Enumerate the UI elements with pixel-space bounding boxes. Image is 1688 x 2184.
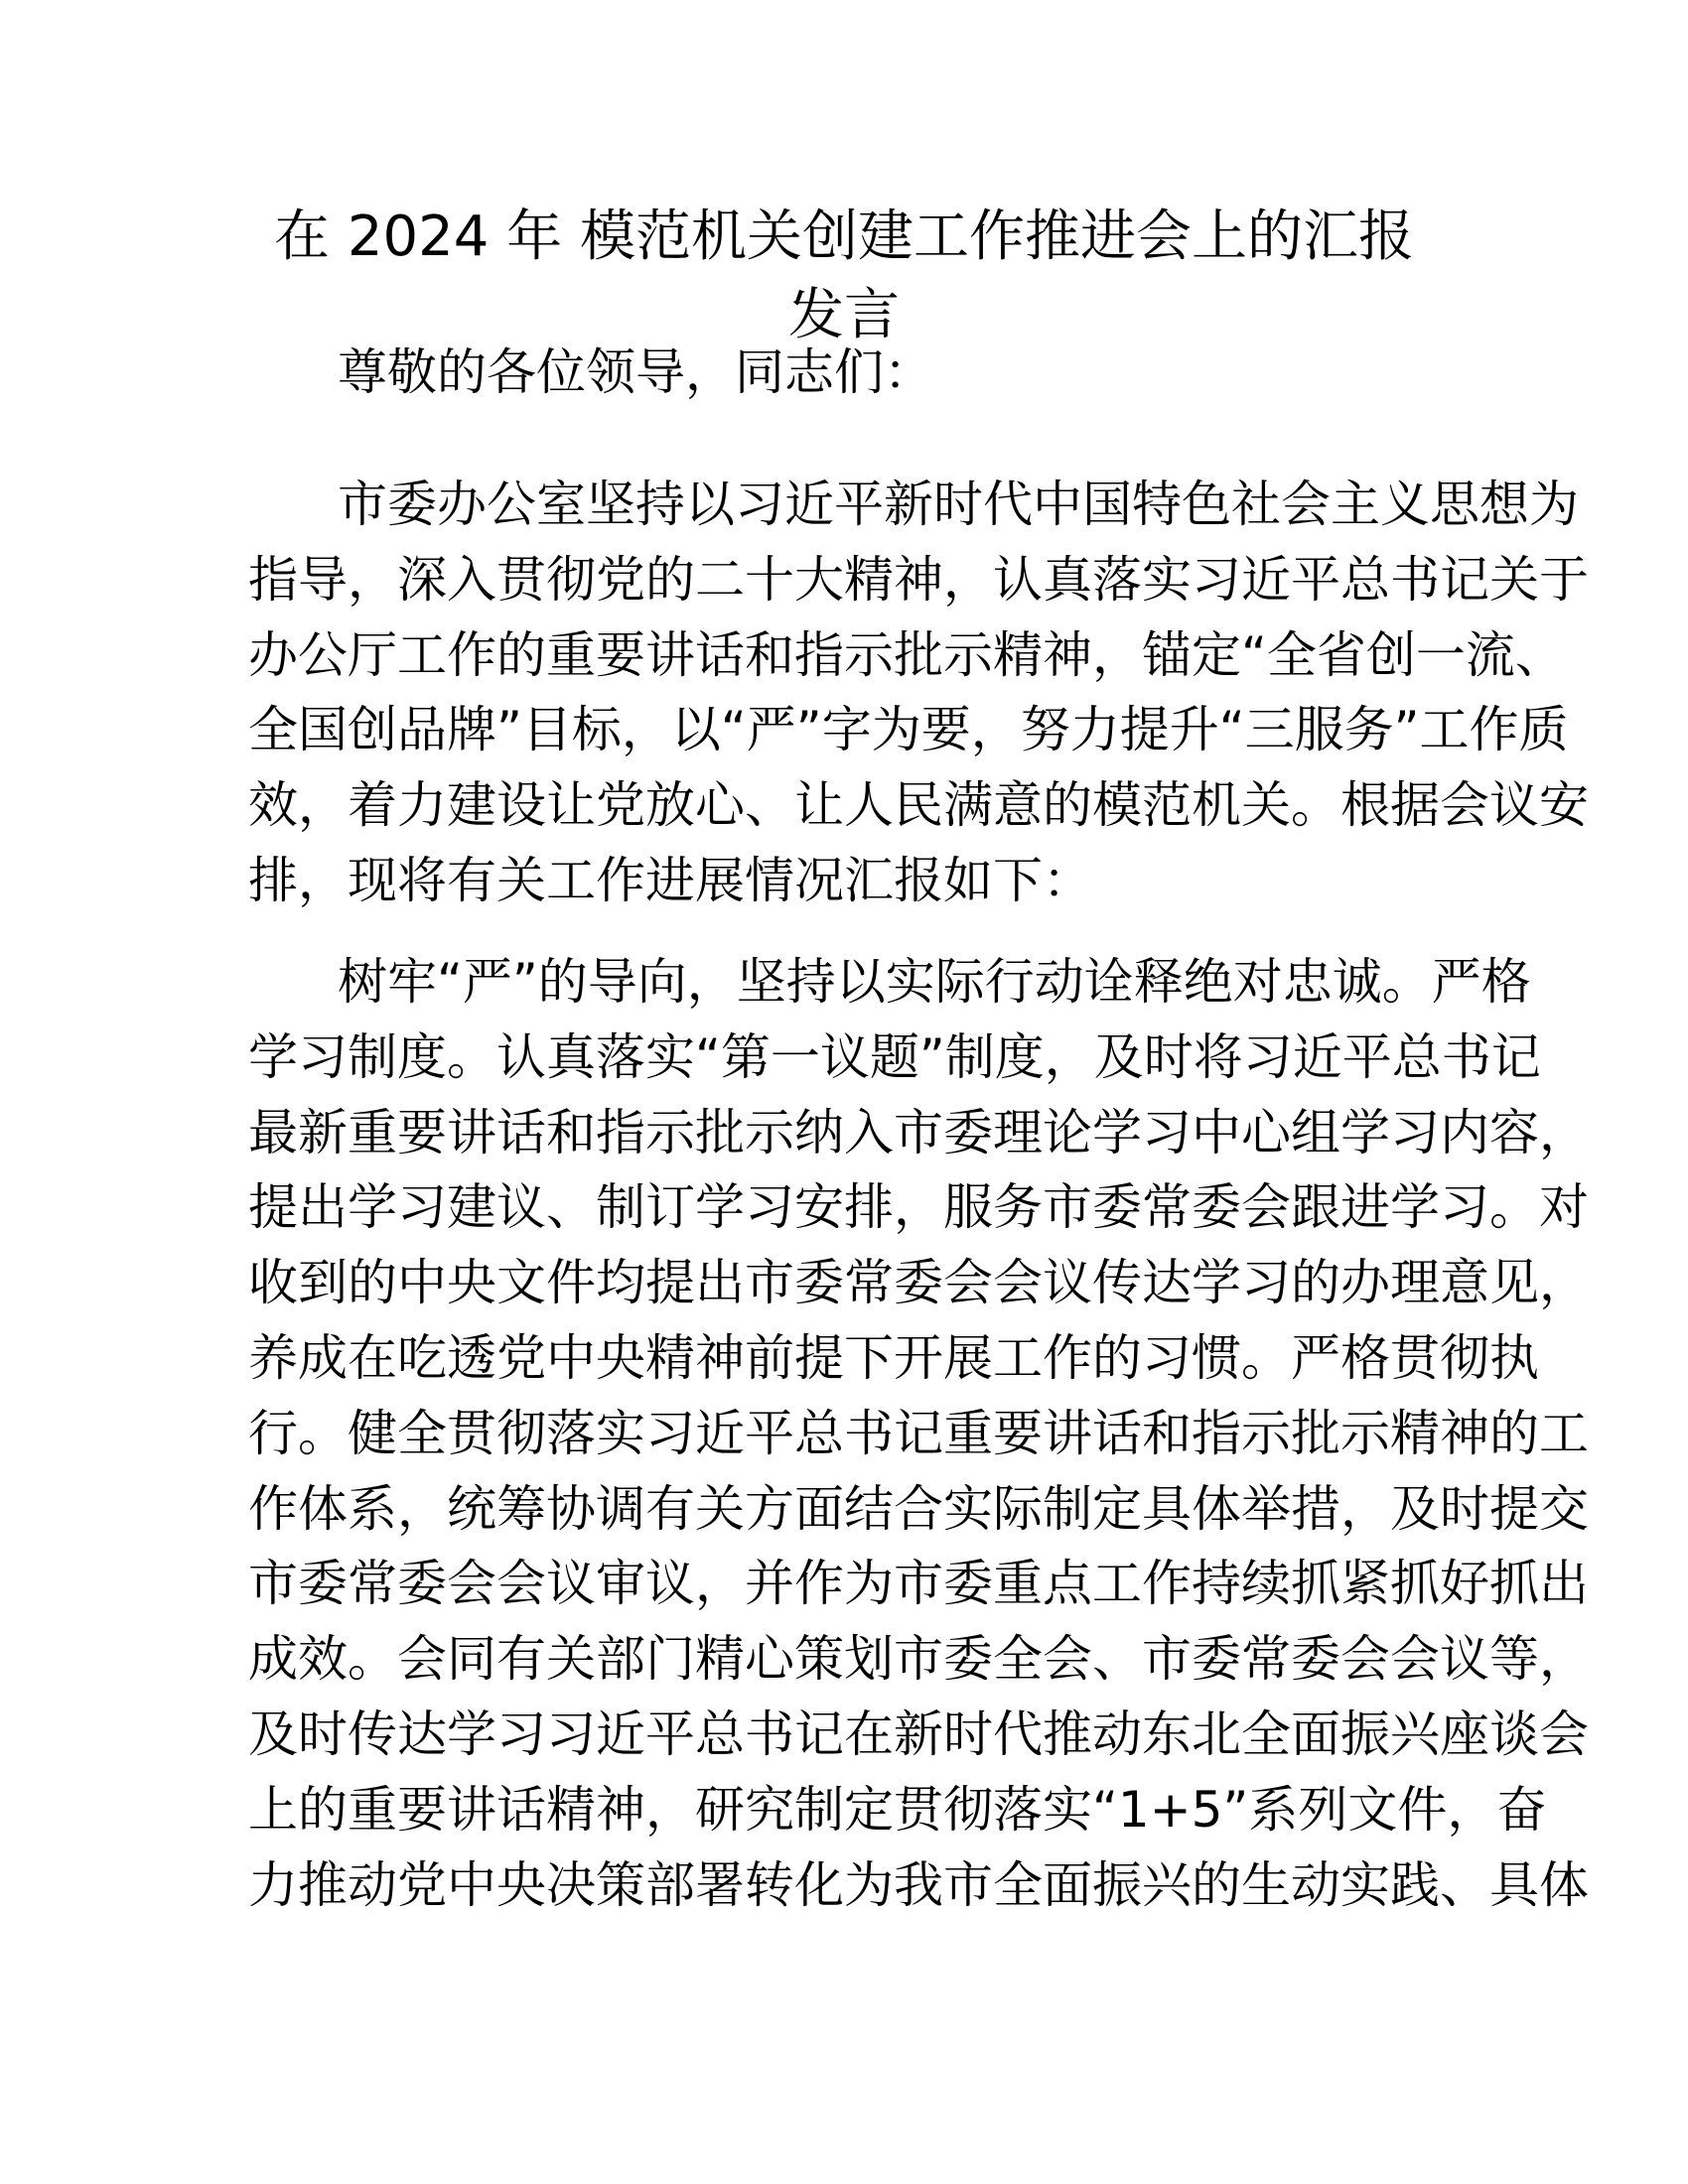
paragraph-line: 指导，深入贯彻党的二十大精神，认真落实习近平总书记关于 [248,550,1589,609]
paragraph-line: 行。健全贯彻落实习近平总书记重要讲话和指示批示精神的工 [248,1404,1589,1462]
paragraph-line: 效，着力建设让党放心、让人民满意的模范机关。根据会议安 [248,776,1589,835]
paragraph-line: 学习制度。认真落实“第一议题”制度，及时将习近平总书记 [248,1027,1541,1086]
greeting: 尊敬的各位领导，同志们： [338,343,933,401]
paragraph-line: 上的重要讲话精神，研究制定贯彻落实“1+5”系列文件，奋 [248,1780,1547,1839]
paragraph-line: 最新重要讲话和指示批示纳入市委理论学习中心组学习内容， [248,1103,1589,1161]
document-title-line-2: 发言 [788,283,900,347]
paragraph-line: 力推动党中央决策部署转化为我市全面振兴的生动实践、具体 [248,1855,1589,1914]
paragraph-line: 办公厅工作的重要讲话和指示批示精神，锚定“全省创一流、 [248,625,1565,684]
paragraph-line: 排，现将有关工作进展情况汇报如下： [248,852,1092,909]
paragraph-line: 作体系，统筹协调有关方面结合实际制定具体举措，及时提交 [248,1479,1589,1538]
document-title-line-1: 在 2024 年 模范机关创建工作推进会上的汇报 [274,205,1414,269]
paragraph-line: 市委常委会会议审议，并作为市委重点工作持续抓紧抓好抓出 [248,1555,1589,1613]
paragraph-line: 成效。会同有关部门精心策划市委全会、市委常委会会议等， [248,1630,1589,1689]
paragraph-line: 养成在吃透党中央精神前提下开展工作的习惯。严格贯彻执 [248,1329,1539,1387]
paragraph-line: 及时传达学习习近平总书记在新时代推动东北全面振兴座谈会 [248,1706,1589,1763]
paragraph-line: 树牢“严”的导向，坚持以实际行动诠释绝对忠诚。严格 [338,953,1531,1011]
paragraph-line: 全国创品牌”目标，以“严”字为要，努力提升“三服务”工作质 [248,701,1569,759]
paragraph-line: 提出学习建议、制订学习安排，服务市委常委会跟进学习。对 [248,1178,1589,1237]
paragraph-line: 市委办公室坚持以习近平新时代中国特色社会主义思想为 [338,476,1579,533]
paragraph-line: 收到的中央文件均提出市委常委会会议传达学习的办理意见， [248,1254,1589,1312]
